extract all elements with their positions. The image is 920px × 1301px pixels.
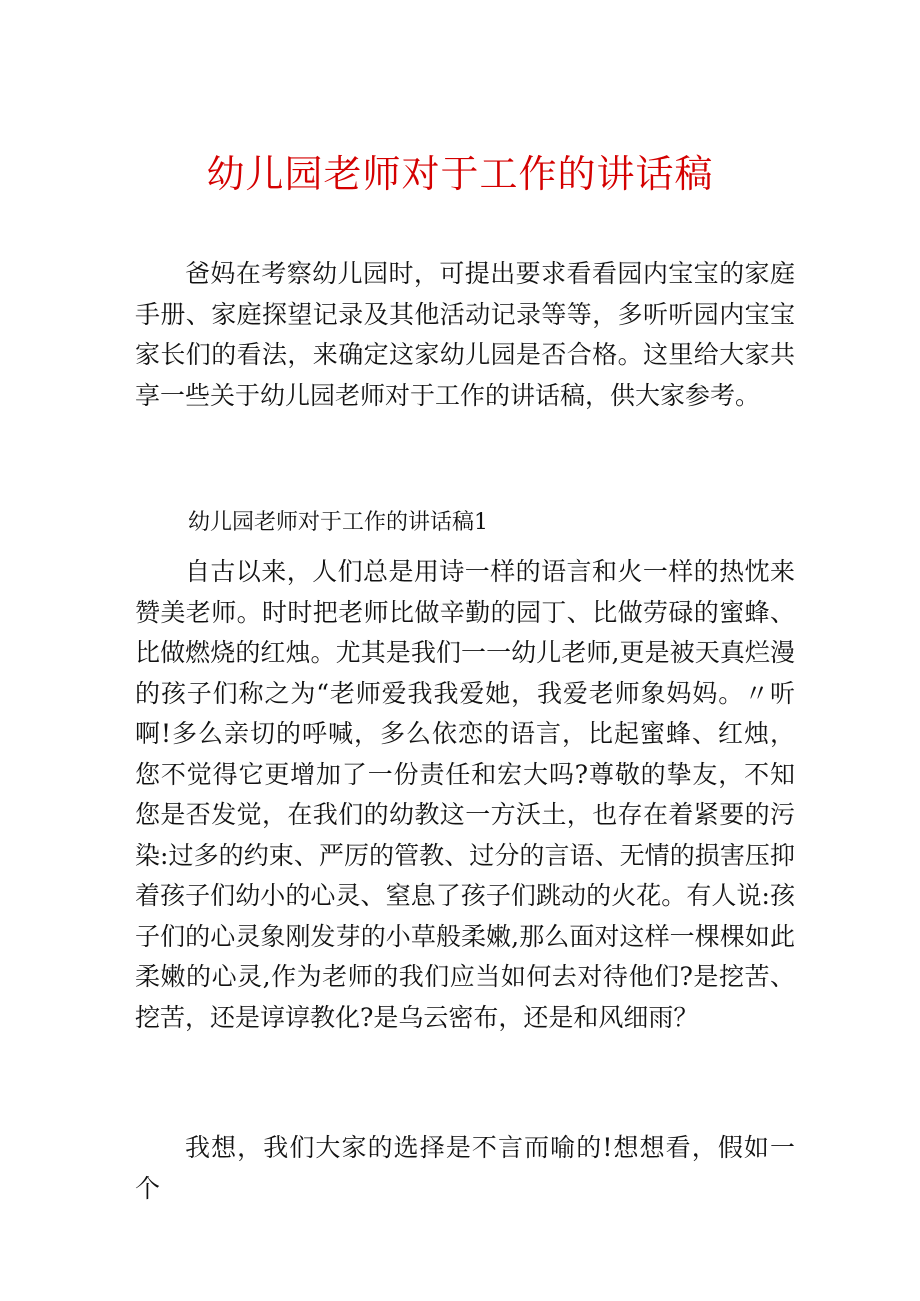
body-paragraph-2: 我想，我们大家的选择是不言而喻的!想想看，假如一个 bbox=[135, 1133, 795, 1203]
body-paragraph-1: 自古以来，人们总是用诗一样的语言和火一样的热忱来赞美老师。时时把老师比做辛勤的园丁、比做劳碌的蜜蜂、比做燃烧的红烛。尤其是我们一一幼儿老师,更是被天真烂漫的孩子们称之为“老师爱我我爱她，我爱老师象妈妈。〃听啊!多么亲切的呼喊，多么依恋的语言，比起蜜蜂、红烛，您不觉得它更增加了一份责任和宏大吗?尊敬的挚友，不知您是否发觉，在我们的幼教这一方沃土，也存在着紧要的污染:过多的约束、严厉的管教、过分的言语、无情的损害压抑着孩子们幼小的心灵、窒息了孩子们跳动的火花。有人说:孩子们的心灵象刚发芽的小草般柔嫩,那么面对这样一棵棵如此柔嫩的心灵,作为老师的我们应当如何去对待他们?是挖苦、挖苦，还是谆谆教化?是乌云密布，还是和风细雨？ bbox=[135, 557, 795, 1032]
section-heading: 幼儿园老师对于工作的讲话稿1 bbox=[188, 510, 488, 535]
document-title: 幼儿园老师对于工作的讲话稿 bbox=[206, 152, 714, 196]
intro-paragraph: 爸妈在考察幼儿园时，可提出要求看看园内宝宝的家庭手册、家庭探望记录及其他活动记录等等，多听听园内宝宝家长们的看法，来确定这家幼儿园是否合格。这里给大家共享一些关于幼儿园老师对于工作的讲话稿，供大家参考。 bbox=[135, 259, 795, 410]
